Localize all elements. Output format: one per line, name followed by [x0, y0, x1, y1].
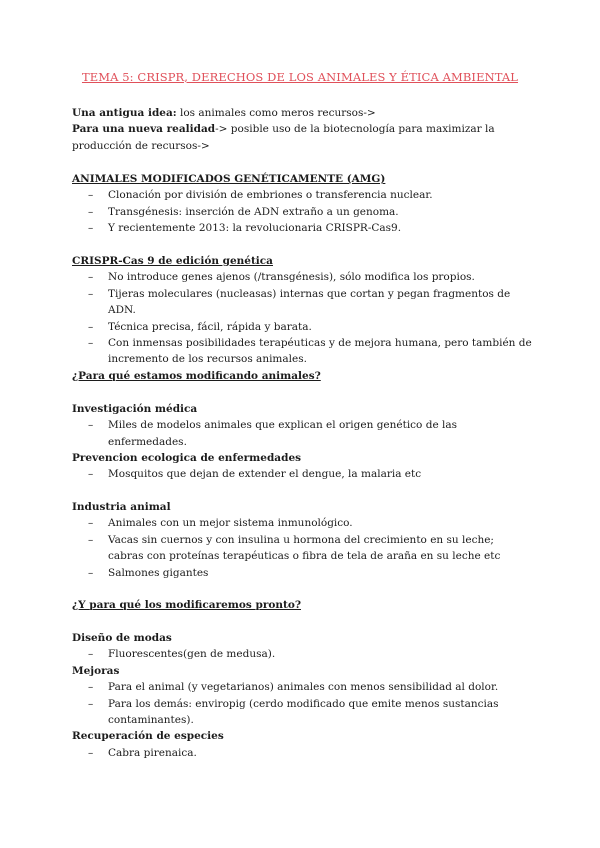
list-item: – No introduce genes ajenos (/transgénesis), sólo modifica los propios. — [72, 269, 532, 285]
intro-text-2: -> posible uso de la biotecnología para maximizar la producción de recursos-> — [72, 123, 495, 152]
section-industria — [72, 499, 532, 581]
list-item: – Tijeras moleculares (nucleasas) internas que cortan y pegan fragmentos de ADN. — [72, 286, 532, 319]
bullet-list — [72, 417, 532, 450]
list-item: – Mosquitos que dejan de extender el dengue, la malaria etc — [72, 466, 532, 482]
subsection-heading: Industria animal — [72, 501, 171, 513]
bullet-list — [72, 745, 532, 761]
subsection-heading: Prevencion ecologica de enfermedades — [72, 452, 302, 464]
section-future-uses — [72, 630, 532, 761]
question-heading: ¿Para qué estamos modificando animales? — [72, 370, 321, 382]
list-item: – Vacas sin cuernos y con insulina u hormona del crecimiento en su leche; cabras con proteínas terapéuticas o fibra de tela de araña en su leche etc — [72, 532, 532, 565]
intro-line-1 — [72, 105, 532, 121]
section-heading: CRISPR-Cas 9 de edición genética — [72, 255, 273, 267]
section-amg — [72, 171, 532, 237]
list-item: – Cabra pirenaica. — [72, 745, 532, 761]
bullet-list — [72, 466, 532, 482]
subsection-heading: Recuperación de especies — [72, 730, 224, 743]
section-investigacion — [72, 401, 532, 450]
section-crispr — [72, 253, 532, 368]
list-item: – Miles de modelos animales que explican el origen genético de las enfermedades. — [72, 417, 532, 450]
list-item: – Clonación por división de embriones o transferencia nuclear. — [72, 187, 532, 203]
bullet-list — [72, 646, 532, 662]
question-heading-2 — [72, 597, 532, 613]
list-item: – Técnica precisa, fácil, rápida y barata. — [72, 319, 532, 335]
question-heading: ¿Y para qué los modificaremos pronto? — [72, 599, 301, 611]
bullet-list — [72, 515, 532, 581]
list-item: – Para el animal (y vegetarianos) animales con menos sensibilidad al dolor. — [72, 679, 532, 695]
section-prevencion — [72, 450, 532, 483]
list-item: – Y recientemente 2013: la revolucionaria CRISPR-Cas9. — [72, 220, 532, 236]
section-heading: ANIMALES MODIFICADOS GENÉTICAMENTE (AMG) — [72, 173, 386, 185]
intro-line-2 — [72, 121, 532, 154]
list-item: – Con inmensas posibilidades terapéuticas y de mejora humana, pero también de incremento de los recursos animales. — [72, 335, 532, 368]
page-title: TEMA 5: CRISPR, DERECHOS DE LOS ANIMALES Y ÉTICA AMBIENTAL — [81, 70, 519, 84]
intro-text-1: los animales como meros recursos-> — [180, 107, 376, 119]
subsection-heading: Diseño de modas — [72, 632, 172, 644]
list-item: – Animales con un mejor sistema inmunológico. — [72, 515, 532, 531]
bullet-list — [72, 187, 532, 236]
subsection-heading: Investigación médica — [72, 403, 198, 415]
bullet-list — [72, 679, 532, 728]
subsection-heading: Mejoras — [72, 664, 120, 677]
list-item: – Fluorescentes(gen de medusa). — [72, 646, 532, 662]
question-heading-1 — [72, 368, 532, 384]
list-item: – Salmones gigantes — [72, 565, 532, 581]
list-item: – Transgénesis: inserción de ADN extraño a un genoma. — [72, 204, 532, 220]
bullet-list — [72, 269, 532, 367]
intro-label-2: Para una nueva realidad — [72, 123, 216, 136]
list-item: – Para los demás: enviropig (cerdo modificado que emite menos sustancias contaminantes). — [72, 696, 532, 729]
intro — [72, 105, 532, 154]
intro-label-1: Una antigua idea: — [72, 107, 177, 119]
